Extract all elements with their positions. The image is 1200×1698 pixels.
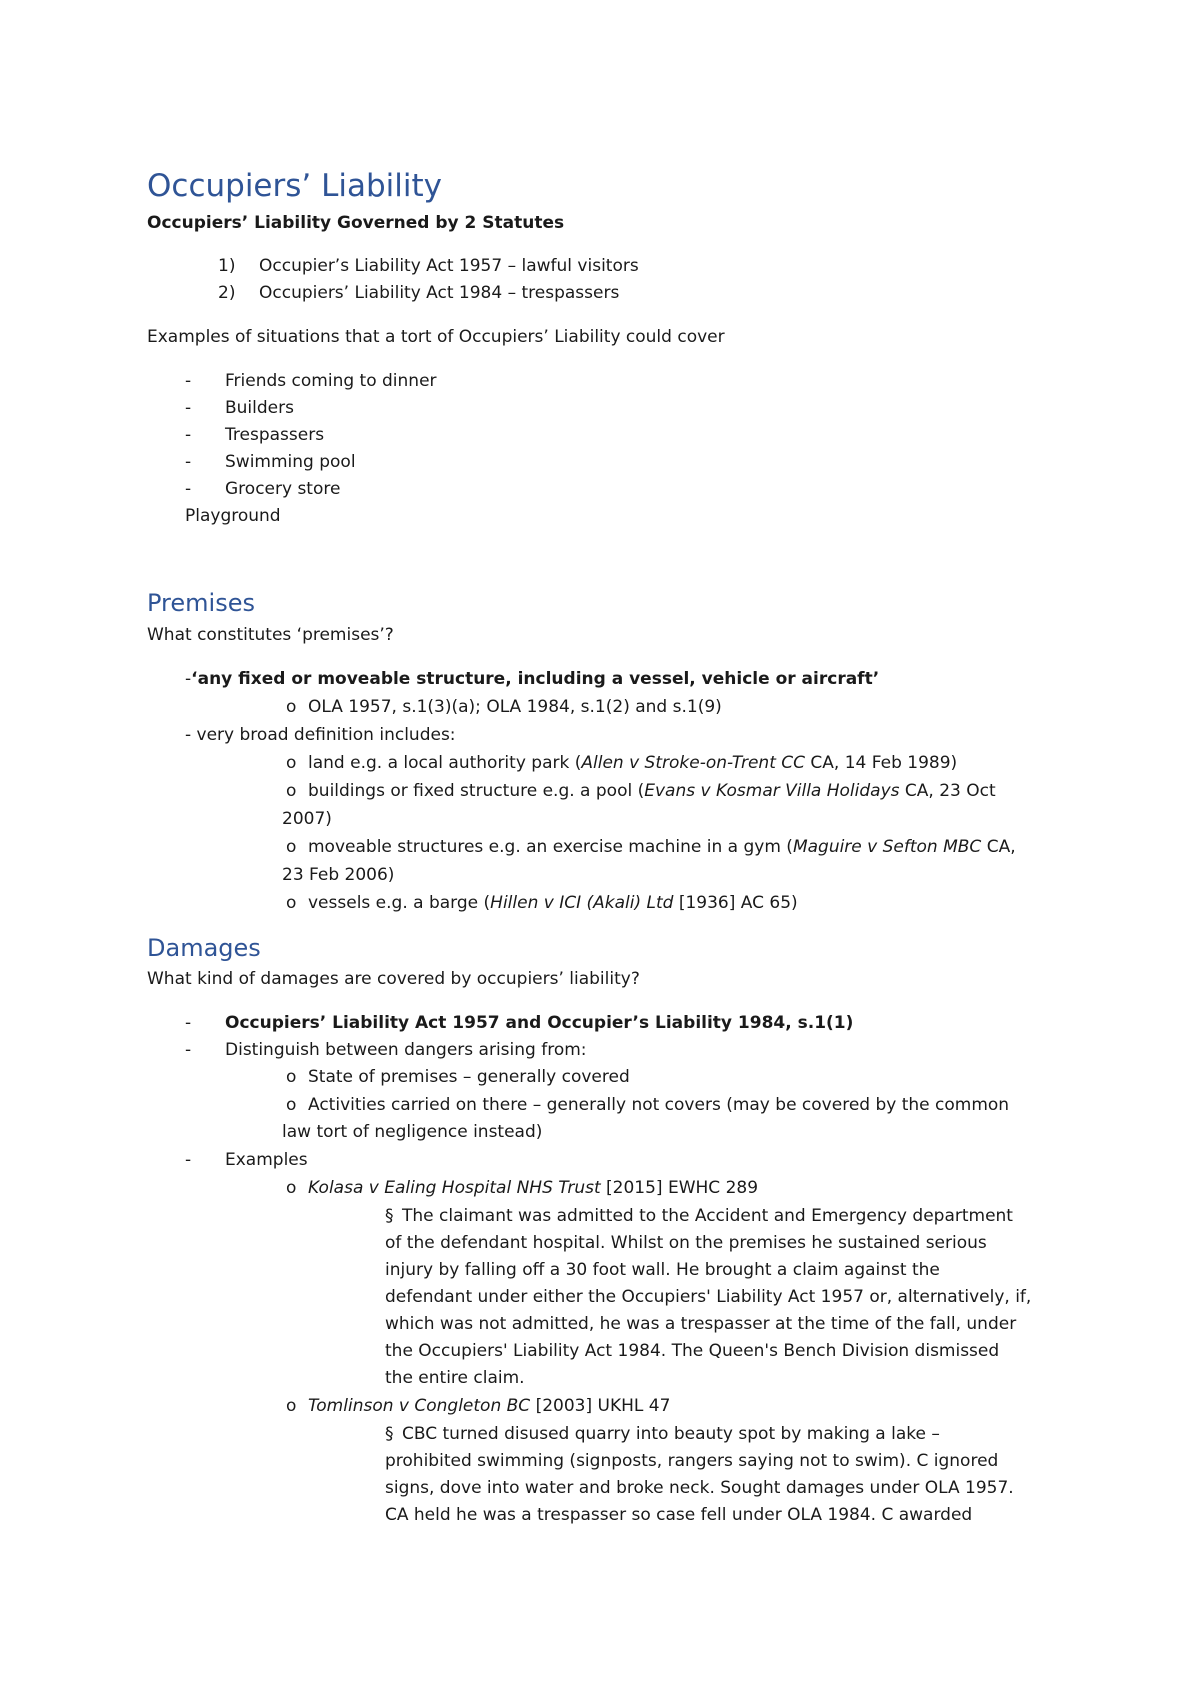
examples-label: Examples [225, 1150, 308, 1170]
premises-item [308, 752, 957, 774]
page-title: Occupiers’ Liability [147, 168, 442, 204]
dash-marker: - [185, 479, 192, 499]
definition-text: ‘any fixed or moveable structure, including a vessel, vehicle or aircraft’ [191, 669, 880, 689]
item-continuation: 23 Feb 2006) [282, 865, 395, 885]
bullet-marker: o [286, 837, 297, 857]
bullet-marker: o [286, 753, 297, 773]
list-item: Swimming pool [225, 452, 356, 472]
case-name: Tomlinson v Congleton BC [308, 1396, 531, 1416]
bullet-marker: o [286, 893, 297, 913]
case-summary-line: defendant under either the Occupiers' Liability Act 1957 or, alternatively, if, [385, 1287, 1032, 1307]
danger-state: State of premises – generally covered [308, 1067, 630, 1087]
statute-item: Occupiers’ Liability Act 1984 – trespassers [259, 283, 620, 303]
item-text: CA, 14 Feb 1989) [805, 753, 958, 773]
definition-reference: OLA 1957, s.1(3)(a); OLA 1984, s.1(2) and s.1(9) [308, 697, 722, 717]
case-summary-line: prohibited swimming (signposts, rangers saying not to swim). C ignored [385, 1451, 999, 1471]
dash-marker: - [185, 1150, 192, 1170]
danger-activities-cont: law tort of negligence instead) [282, 1122, 543, 1142]
case-heading-tomlinson [308, 1395, 670, 1417]
list-item: Grocery store [225, 479, 341, 499]
case-citation: [2003] UKHL 47 [530, 1396, 671, 1416]
case-summary-line: The claimant was admitted to the Accident and Emergency department [402, 1206, 1013, 1226]
case-heading-kolasa [308, 1177, 758, 1199]
damages-question: What kind of damages are covered by occupiers’ liability? [147, 969, 640, 989]
danger-activities: Activities carried on there – generally not covers (may be covered by the common [308, 1095, 1010, 1115]
dash-marker: - [185, 371, 192, 391]
bullet-marker: o [286, 781, 297, 801]
dash-marker: - [185, 669, 192, 689]
case-summary-line: the entire claim. [385, 1368, 525, 1388]
bullet-marker: o [286, 1095, 297, 1115]
bullet-marker: o [286, 1396, 297, 1416]
dash-marker: - [185, 452, 192, 472]
premises-definition [185, 668, 879, 690]
list-item: Trespassers [225, 425, 325, 445]
item-text: CA, [981, 837, 1016, 857]
item-continuation: 2007) [282, 809, 332, 829]
premises-item [308, 892, 798, 914]
case-summary-line: signs, dove into water and broke neck. Sought damages under OLA 1957. [385, 1478, 1014, 1498]
premises-item [308, 780, 996, 802]
case-name: Kolasa v Ealing Hospital NHS Trust [308, 1178, 601, 1198]
item-text: buildings or fixed structure e.g. a pool ( [308, 781, 645, 801]
case-summary-line: which was not admitted, he was a trespasser at the time of the fall, under [385, 1314, 1017, 1334]
list-number: 2) [218, 283, 236, 303]
item-text: vessels e.g. a barge ( [308, 893, 491, 913]
section-marker: § [385, 1424, 394, 1444]
subtitle: Occupiers’ Liability Governed by 2 Statutes [147, 213, 565, 233]
case-summary-line: injury by falling off a 30 foot wall. He brought a claim against the [385, 1260, 940, 1280]
section-heading-premises: Premises [147, 589, 255, 617]
item-text: [1936] AC 65) [673, 893, 798, 913]
item-text: land e.g. a local authority park ( [308, 753, 582, 773]
broad-definition: - very broad definition includes: [185, 725, 456, 745]
case-summary-line: the Occupiers' Liability Act 1984. The Queen's Bench Division dismissed [385, 1341, 1000, 1361]
section-heading-damages: Damages [147, 934, 261, 962]
section-marker: § [385, 1206, 394, 1226]
dash-marker: - [185, 1040, 192, 1060]
item-text: moveable structures e.g. an exercise machine in a gym ( [308, 837, 793, 857]
distinguish-text: Distinguish between dangers arising from: [225, 1040, 587, 1060]
dash-marker: - [185, 398, 192, 418]
case-name: Hillen v ICI (Akali) Ltd [490, 893, 674, 913]
dash-marker: - [185, 1013, 192, 1033]
case-name: Allen v Stroke-on-Trent CC [581, 753, 806, 773]
case-name: Evans v Kosmar Villa Holidays [644, 781, 900, 801]
statute-item: Occupier’s Liability Act 1957 – lawful visitors [259, 256, 639, 276]
list-item: Builders [225, 398, 294, 418]
case-name: Maguire v Sefton MBC [792, 837, 982, 857]
list-item: Playground [185, 506, 281, 526]
list-item: Friends coming to dinner [225, 371, 437, 391]
case-summary-line: CA held he was a trespasser so case fell under OLA 1984. C awarded [385, 1505, 973, 1525]
bullet-marker: o [286, 1067, 297, 1087]
premises-item [308, 836, 1016, 858]
case-summary-line: of the defendant hospital. Whilst on the premises he sustained serious [385, 1233, 987, 1253]
list-number: 1) [218, 256, 236, 276]
item-text: CA, 23 Oct [899, 781, 996, 801]
bullet-marker: o [286, 697, 297, 717]
premises-question: What constitutes ‘premises’? [147, 625, 394, 645]
case-summary-line: CBC turned disused quarry into beauty spot by making a lake – [402, 1424, 940, 1444]
acts-reference: Occupiers’ Liability Act 1957 and Occupier’s Liability 1984, s.1(1) [225, 1013, 854, 1033]
dash-marker: - [185, 425, 192, 445]
case-citation: [2015] EWHC 289 [600, 1178, 759, 1198]
bullet-marker: o [286, 1178, 297, 1198]
examples-intro: Examples of situations that a tort of Occupiers’ Liability could cover [147, 327, 725, 347]
